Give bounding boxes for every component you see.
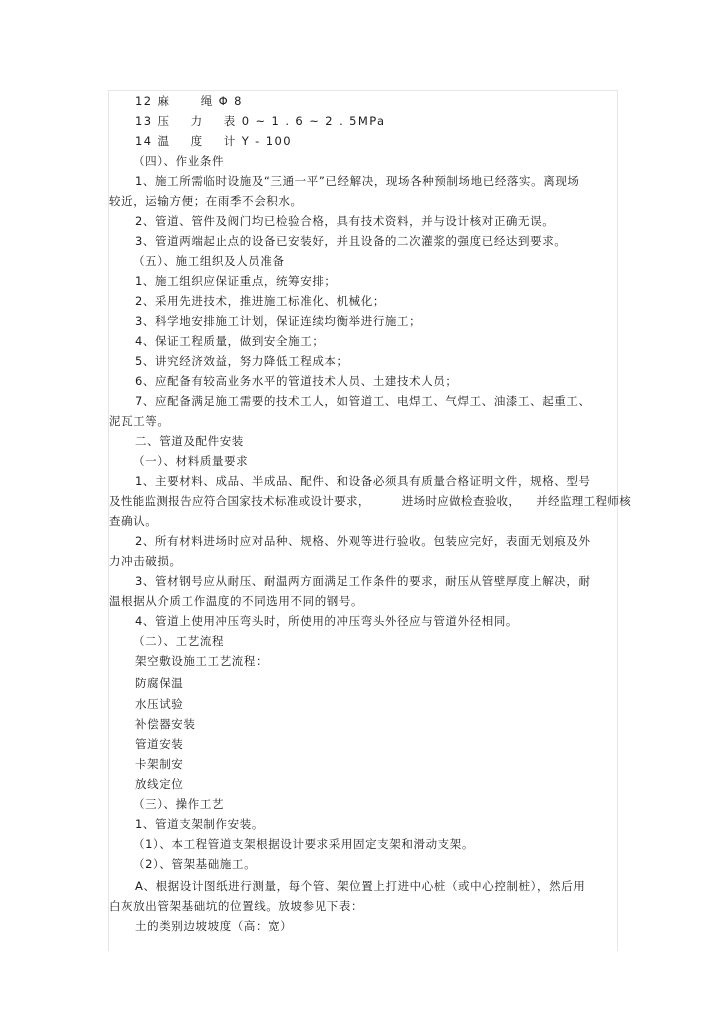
paragraph-line: 力冲击破损。 bbox=[109, 554, 182, 568]
chapter-heading: 二、管道及配件安装 bbox=[135, 434, 244, 448]
list-item: 6、应配备有较高业务水平的管道技术人员、土建技术人员； bbox=[135, 374, 458, 388]
list-item: 5、讲究经济效益，努力降低工程成本； bbox=[135, 354, 349, 368]
paragraph-line: A、根据设计图纸进行测量，每个管、架位置上打进中心桩（或中心控制桩），然后用 bbox=[135, 879, 586, 893]
material-item-14: 14 温 度 计 Y - 100 bbox=[135, 134, 292, 148]
section-heading: （五）、施工组织及人员准备 bbox=[133, 254, 285, 268]
list-item: 3、科学地安排施工计划，保证连续均衡举进行施工； bbox=[135, 314, 422, 328]
paragraph-line: 2、所有材料进场时应对品种、规格、外观等进行验收。包装应完好，表面无划痕及外 bbox=[135, 534, 591, 548]
paragraph-line: 1、施工所需临时设施及“三通一平”已经解决，现场各种预制场地已经落实。离现场 bbox=[135, 174, 580, 188]
list-item: 4、保证工程质量，做到安全施工； bbox=[135, 334, 325, 348]
list-item: 1、施工组织应保证重点，统筹安排； bbox=[135, 274, 337, 288]
process-step: 补偿器安装 bbox=[135, 717, 196, 731]
paragraph-line: （1）、本工程管道支架根据设计要求采用固定支架和滑动支架。 bbox=[133, 837, 474, 851]
material-item-13: 13 压 力 表 0 ~ 1 . 6 ~ 2 . 5MPa bbox=[135, 114, 386, 128]
paragraph-line: 3、管道两端起止点的设备已安装好，并且设备的二次灌浆的强度已经达到要求。 bbox=[135, 234, 567, 248]
section-heading: （一）、材料质量要求 bbox=[133, 454, 249, 468]
paragraph-line: 查确认。 bbox=[109, 514, 158, 528]
paragraph-line: 3、管材钢号应从耐压、耐温两方面满足工作条件的要求，耐压从管壁厚度上解决，耐 bbox=[135, 574, 591, 588]
material-item-12: 12 麻 绳 Φ 8 bbox=[135, 94, 243, 108]
paragraph-line: 1、管道支架制作安装。 bbox=[135, 817, 264, 831]
list-item: 7、应配备满足施工需要的技术工人，如管道工、电焊工、气焊工、油漆工、起重工、 bbox=[135, 394, 591, 408]
process-step: 管道安装 bbox=[135, 737, 184, 751]
paragraph-line: 温根据从介质工作温度的不同选用不同的钢号。 bbox=[109, 594, 364, 608]
paragraph-line: （2）、管架基础施工。 bbox=[133, 857, 257, 871]
process-step: 水压试验 bbox=[135, 697, 184, 711]
paragraph-line: 2、管道、管件及阀门均已检验合格，具有技术资料，并与设计核对正确无误。 bbox=[135, 214, 555, 228]
paragraph-line: 4、管道上使用冲压弯头时，所使用的冲压弯头外径应与管道外径相同。 bbox=[135, 614, 519, 628]
paragraph-line: 1、主要材料、成品、半成品、配件、和设备必须具有质量合格证明文件，规格、型号 bbox=[135, 474, 591, 488]
paragraph-line: 土的类别边坡坡度（高：宽） bbox=[135, 919, 293, 933]
paragraph-line: 架空敷设施工工艺流程： bbox=[135, 654, 269, 668]
process-step: 防腐保温 bbox=[135, 676, 184, 690]
list-item: 2、采用先进技术，推进施工标准化、机械化； bbox=[135, 294, 385, 308]
paragraph-line: 泥瓦工等。 bbox=[109, 414, 170, 428]
section-heading: （三）、操作工艺 bbox=[133, 797, 225, 811]
process-step: 卡架制安 bbox=[135, 757, 184, 771]
paragraph-line: 较近，运输方便；在雨季不会积水。 bbox=[109, 194, 303, 208]
paragraph-line: 白灰放出管架基础坑的位置线。放坡参见下表： bbox=[109, 899, 364, 913]
section-heading: （二）、工艺流程 bbox=[133, 634, 225, 648]
paragraph-line: 及性能监测报告应符合国家技术标准或设计要求， 进场时应做检查验收， 并经监理工程师核 bbox=[109, 494, 632, 508]
section-heading: （四）、作业条件 bbox=[133, 154, 225, 168]
process-step: 放线定位 bbox=[135, 777, 184, 791]
